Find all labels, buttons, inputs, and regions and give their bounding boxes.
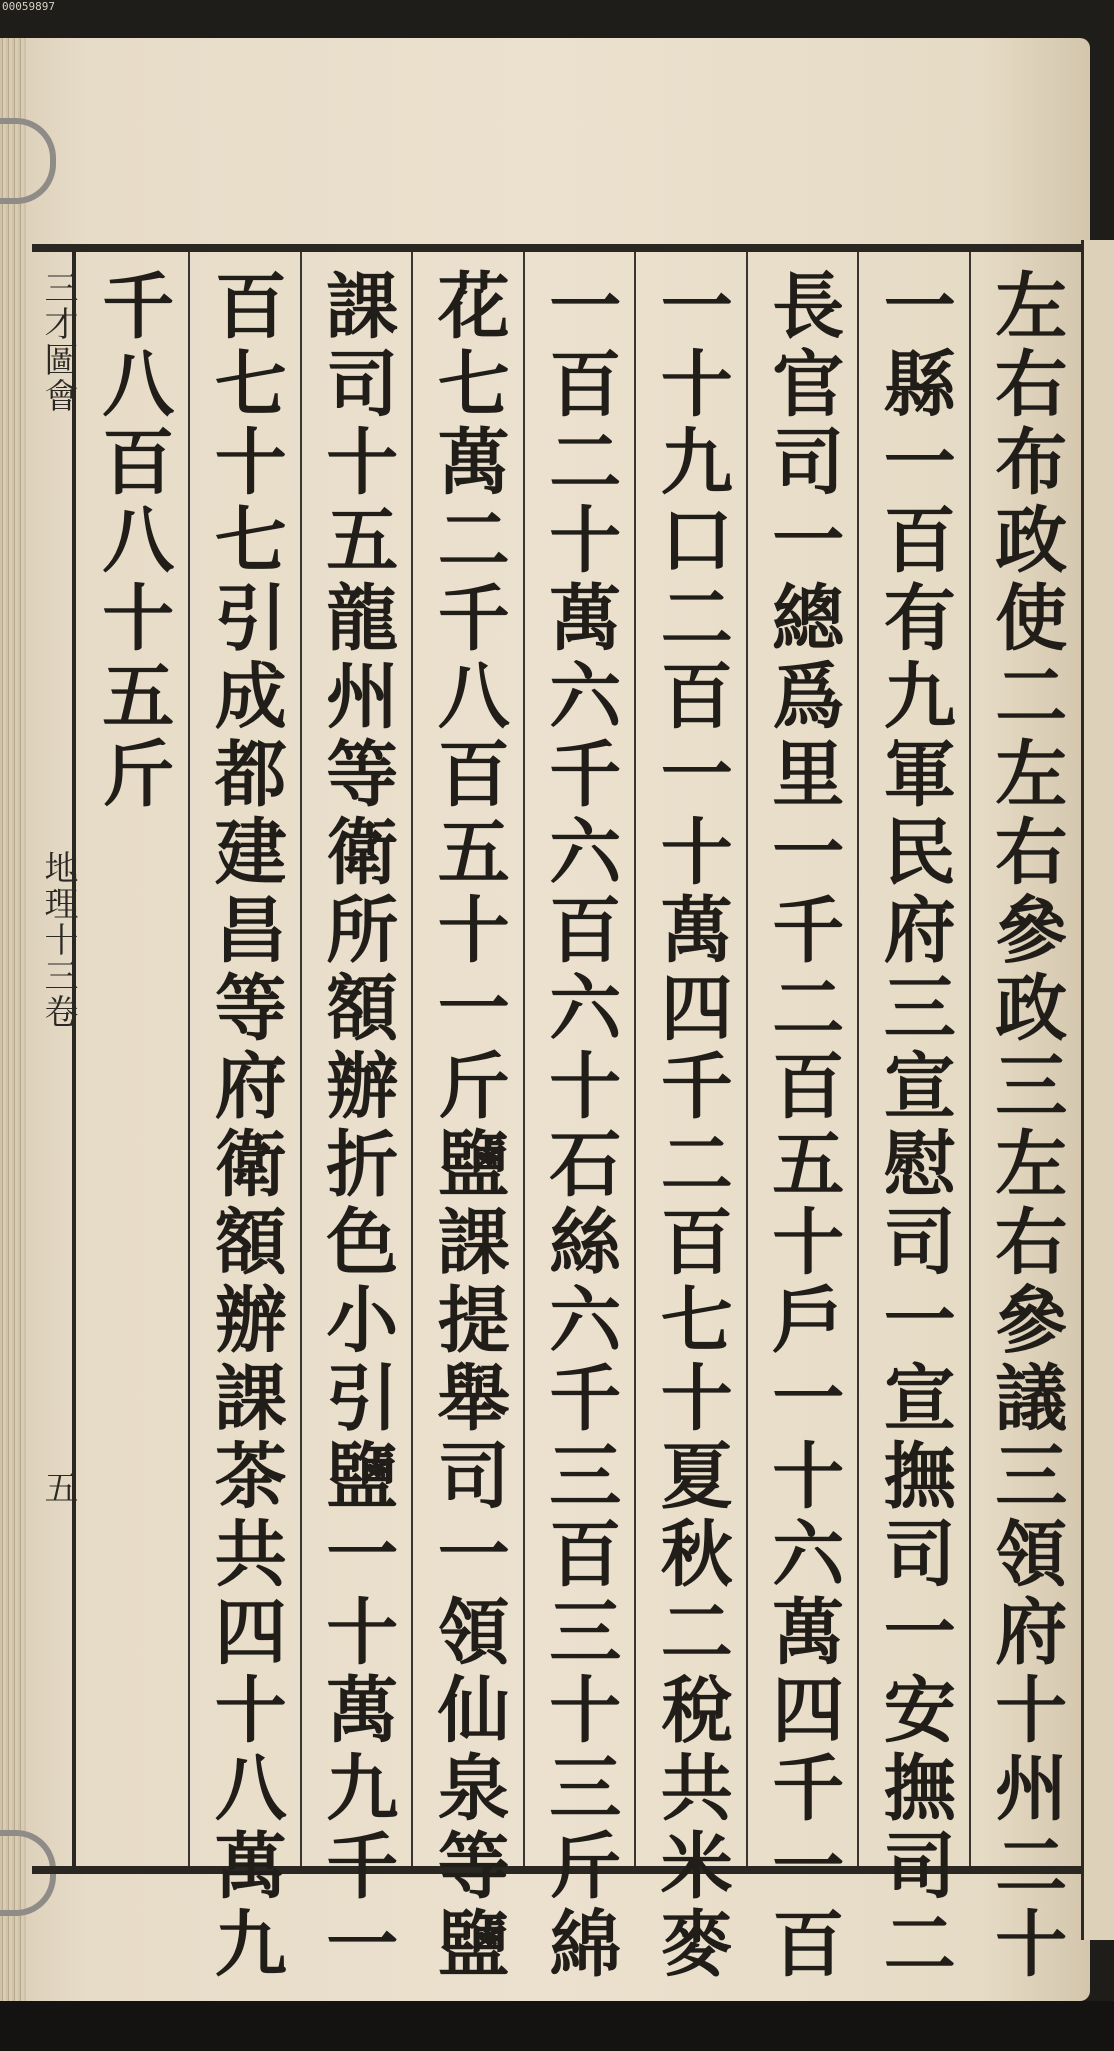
text-column bbox=[523, 252, 635, 1984]
banxin-title: 三才圖會 bbox=[38, 270, 78, 414]
column-text: 一十九口二百一十萬四千二百七十夏秋二稅共米麥 bbox=[648, 268, 734, 1984]
column-text: 千八百八十五斤 bbox=[90, 268, 176, 814]
text-column bbox=[77, 252, 189, 1866]
block-center-margin bbox=[34, 270, 78, 1850]
column-text: 花七萬二千八百五十一斤鹽課提舉司一領仙泉等鹽 bbox=[425, 268, 511, 1984]
column-text: 左右布政使二左右參政三左右參議三領府十州二十 bbox=[983, 268, 1069, 1984]
adjacent-page-text bbox=[1084, 240, 1114, 1940]
text-column bbox=[634, 252, 746, 1984]
banxin-section: 地理十三卷 bbox=[38, 850, 78, 1030]
column-text: 一百二十萬六千六百六十石絲六千三百三十三斤綿 bbox=[537, 268, 623, 1984]
text-column bbox=[188, 252, 300, 1984]
page-stack-edge bbox=[0, 38, 26, 2001]
column-text: 百七十七引成都建昌等府衛額辦課茶共四十八萬九 bbox=[202, 268, 288, 1984]
text-column bbox=[300, 252, 412, 1984]
scan-bottom-bar bbox=[0, 2001, 1114, 2051]
text-column bbox=[746, 252, 858, 1984]
adjacent-page-edge bbox=[1081, 240, 1114, 1940]
text-column bbox=[411, 252, 523, 1984]
main-text bbox=[76, 252, 1080, 1984]
column-text: 長官司一總爲里一千二百五十戶一十六萬四千一百 bbox=[760, 268, 846, 1984]
text-column bbox=[857, 252, 969, 1984]
scan-id-label: 00059897 bbox=[2, 0, 55, 13]
text-column bbox=[969, 252, 1081, 1984]
banxin-folio: 五 bbox=[38, 1470, 78, 1506]
column-text: 一縣一百有九軍民府三宣慰司一宣撫司一安撫司二 bbox=[871, 268, 957, 1984]
column-text: 課司十五龍州等衛所額辦折色小引鹽一十萬九千一 bbox=[314, 268, 400, 1984]
